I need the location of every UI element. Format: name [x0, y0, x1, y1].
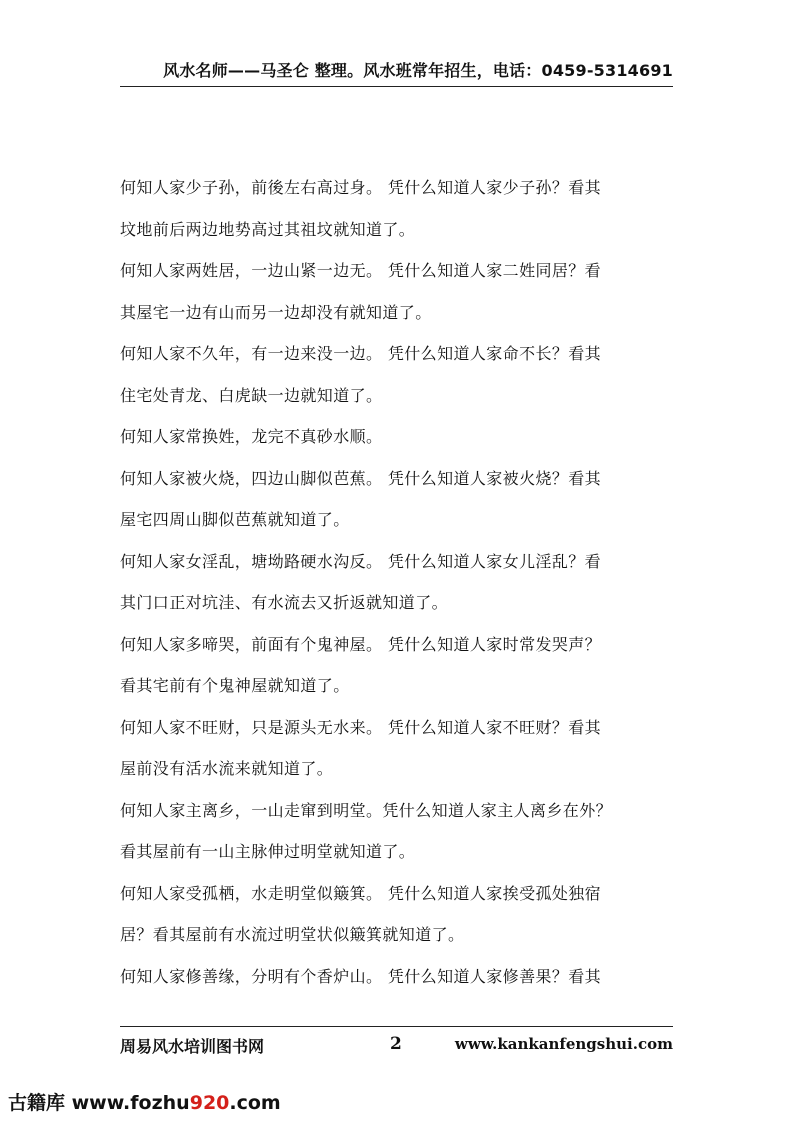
- watermark-number: 920: [189, 1092, 230, 1114]
- body-line: 坟地前后两边地势高过其祖坟就知道了。: [120, 219, 416, 239]
- header-text: 风水名师——马圣仑 整理。风水班常年招生，电话：0459-5314691: [163, 61, 673, 80]
- body-line: 何知人家主离乡，一山走窜到明堂。凭什么知道人家主人离乡在外？: [120, 800, 613, 820]
- footer-site-name: 周易风水培训图书网: [120, 1037, 265, 1056]
- page-header: [120, 56, 673, 87]
- document-body: [120, 178, 680, 1008]
- body-line: 何知人家不旺财，只是源头无水来。 凭什么知道人家不旺财？看其: [120, 717, 602, 737]
- body-line: 看其屋前有一山主脉伸过明堂就知道了。: [120, 842, 416, 861]
- watermark-suffix: .com: [229, 1092, 281, 1114]
- page-footer: [120, 1026, 673, 1056]
- footer-url-link[interactable]: www.kankanfengshui.com: [454, 1035, 673, 1053]
- page-number: 2: [390, 1034, 402, 1054]
- watermark-prefix: 古籍库 www.fozhu: [8, 1092, 190, 1114]
- body-line: 何知人家少子孙，前後左右高过身。 凭什么知道人家少子孙？看其: [120, 178, 602, 197]
- body-line: 何知人家被火烧，四边山脚似芭蕉。 凭什么知道人家被火烧？看其: [120, 468, 602, 488]
- body-line: 屋宅四周山脚似芭蕉就知道了。: [120, 510, 350, 529]
- body-line: 何知人家受孤栖，水走明堂似簸箕。 凭什么知道人家挨受孤处独宿: [120, 883, 602, 903]
- body-line: 何知人家多啼哭，前面有个鬼神屋。 凭什么知道人家时常发哭声？: [120, 634, 602, 654]
- body-line: 其门口正对坑洼、有水流去又折返就知道了。: [120, 593, 449, 612]
- body-line: 其屋宅一边有山而另一边却没有就知道了。: [120, 302, 432, 322]
- body-line: 居？看其屋前有水流过明堂状似簸箕就知道了。: [120, 925, 465, 944]
- body-line: 屋前没有活水流来就知道了。: [120, 759, 334, 778]
- body-line: 看其宅前有个鬼神屋就知道了。: [120, 676, 350, 695]
- body-line: 何知人家常换姓，龙完不真砂水顺。: [120, 427, 383, 446]
- body-line: 何知人家女淫乱，塘坳路硬水沟反。 凭什么知道人家女儿淫乱？看: [120, 551, 602, 571]
- watermark: [8, 1088, 281, 1115]
- body-line: 何知人家两姓居，一边山紧一边无。 凭什么知道人家二姓同居？看: [120, 261, 602, 280]
- body-line: 何知人家不久年，有一边来没一边。 凭什么知道人家命不长？看其: [120, 344, 602, 363]
- body-line: 住宅处青龙、白虎缺一边就知道了。: [120, 385, 383, 405]
- body-line: 何知人家修善缘，分明有个香炉山。 凭什么知道人家修善果？看其: [120, 966, 602, 986]
